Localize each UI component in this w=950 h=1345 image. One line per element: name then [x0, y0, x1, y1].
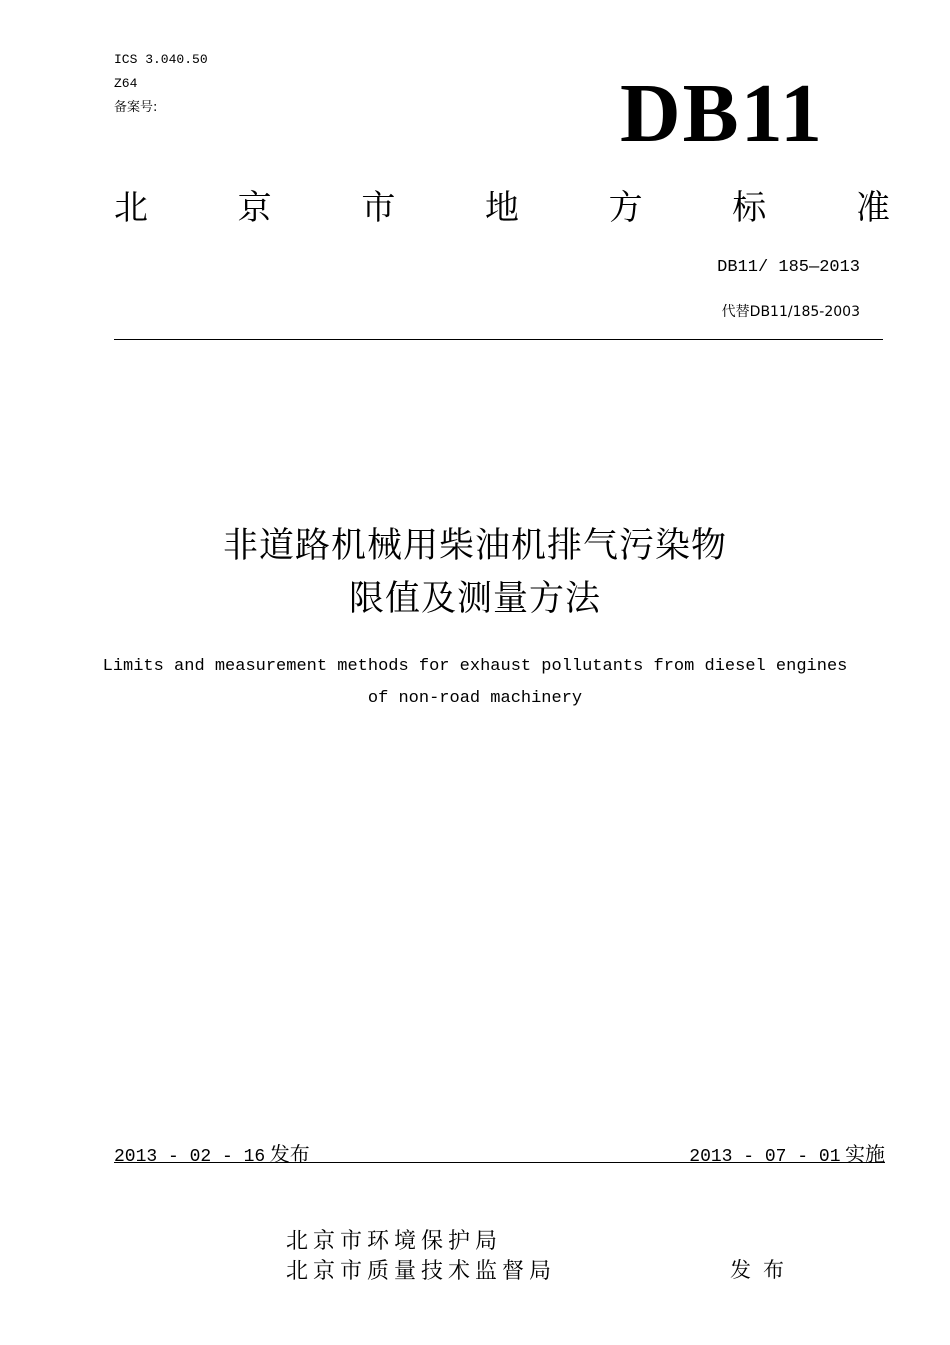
footer-divider [114, 1162, 885, 1163]
ics-code: ICS 3.040.50 [114, 52, 208, 67]
standard-type-title [114, 188, 890, 228]
standard-type-char: 京 [237, 188, 272, 228]
standard-type-char: 地 [484, 188, 519, 228]
implement-label: 实施 [845, 1142, 885, 1166]
implement-date-value: 2013 - 07 - 01 [689, 1147, 841, 1167]
english-title-line-1: Limits and measurement methods for exhaust pollutants from diesel engines [102, 657, 848, 676]
standard-number: DB11/ 185—2013 [717, 258, 860, 277]
replaces-standard: 代替DB11/185-2003 [721, 304, 860, 320]
db11-logo: DB11 [620, 67, 825, 160]
standard-type-char: 北 [114, 188, 148, 228]
chinese-title-line-1: 非道路机械用柴油机排气污染物 [222, 526, 727, 566]
english-title-line-2: of non-road machinery [367, 689, 583, 708]
record-number-label: 备案号: [114, 100, 158, 115]
issuer-quality-bureau: 北京市质量技术监督局 [286, 1259, 557, 1284]
issue-label: 发布 [730, 1258, 796, 1282]
standard-type-char: 标 [732, 188, 767, 228]
date-row [114, 1138, 885, 1167]
chinese-title-line-2: 限值及测量方法 [348, 579, 601, 619]
standard-type-char: 方 [608, 188, 643, 228]
publish-date-value: 2013 - 02 - 16 [114, 1147, 266, 1167]
issuer-environmental-bureau: 北京市环境保护局 [286, 1229, 503, 1254]
ccs-code: Z64 [114, 76, 138, 91]
standard-type-char: 市 [361, 188, 396, 228]
publish-label: 发布 [269, 1142, 310, 1166]
standard-type-char: 准 [855, 188, 890, 228]
header-divider [114, 339, 883, 340]
